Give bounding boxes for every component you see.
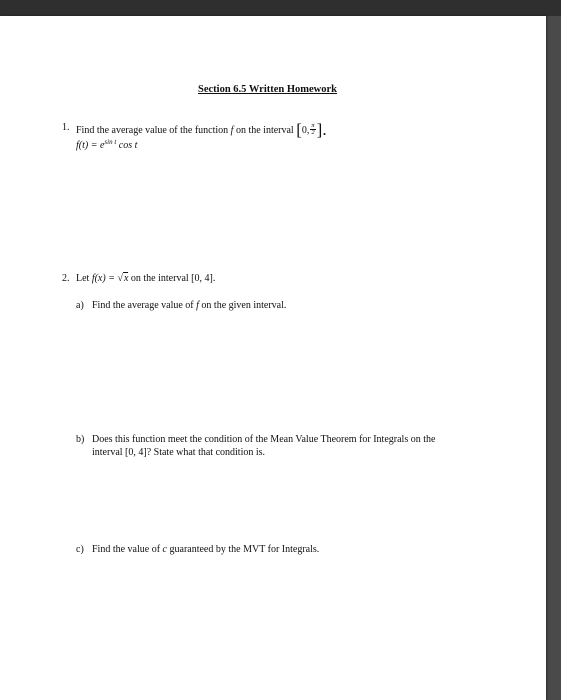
q2-sqrt-arg: x — [123, 273, 129, 284]
q2-number: 2. — [62, 273, 70, 284]
q1-prompt-line — [76, 122, 327, 137]
q1-interval-start: 0, — [301, 125, 310, 136]
q2c-var-c: c — [162, 544, 167, 555]
document-page — [0, 16, 546, 700]
q2-prompt-line — [76, 273, 215, 285]
q1-frac-numerator: π — [311, 122, 315, 130]
q1-function — [76, 140, 137, 152]
q1-interval — [296, 120, 327, 139]
viewer-top-bar — [0, 0, 561, 16]
q2a-letter: a) — [76, 300, 84, 311]
q1-frac-denominator: 2 — [311, 129, 315, 137]
q1-number: 1. — [62, 122, 70, 133]
q2a-var-f: f — [196, 300, 199, 311]
q1-interval-open: [ — [296, 120, 302, 139]
q1-func-exponent: sin t — [104, 138, 117, 146]
q1-func-lhs: f(t) = e — [76, 140, 105, 151]
viewer-scroll-gutter[interactable] — [546, 16, 561, 700]
q2b-line2: interval [0, 4]? State what that condition is. — [92, 447, 266, 458]
q2a-text — [92, 300, 286, 312]
q1-interval-fraction — [310, 123, 315, 136]
q2a-text-after: on the given interval. — [201, 300, 287, 311]
q1-on-interval: on the interval — [235, 125, 294, 136]
q1-interval-close: ]. — [316, 120, 327, 139]
q2-let: Let — [76, 273, 90, 284]
q2c-text-before: Find the value of — [92, 544, 161, 555]
q2b-letter: b) — [76, 434, 85, 445]
q2b-line1: Does this function meet the condition of the Mean Value Theorem for Integrals on the — [92, 434, 436, 445]
q2a-text-before: Find the average value of — [92, 300, 194, 311]
q2c-text-after: guaranteed by the MVT for Integrals. — [169, 544, 320, 555]
page-title: Section 6.5 Written Homework — [198, 84, 338, 95]
q1-var-f: f — [230, 125, 234, 136]
q1-prompt: Find the average value of the function — [76, 125, 229, 136]
q2-interval-text: on the interval [0, 4]. — [128, 273, 216, 284]
q2-sqrt: √x — [117, 273, 129, 284]
q2-func-lhs: f(x) = — [91, 273, 118, 284]
q2c-text — [92, 544, 319, 556]
q2c-letter: c) — [76, 544, 84, 555]
q1-func-rest: cos t — [116, 140, 138, 151]
